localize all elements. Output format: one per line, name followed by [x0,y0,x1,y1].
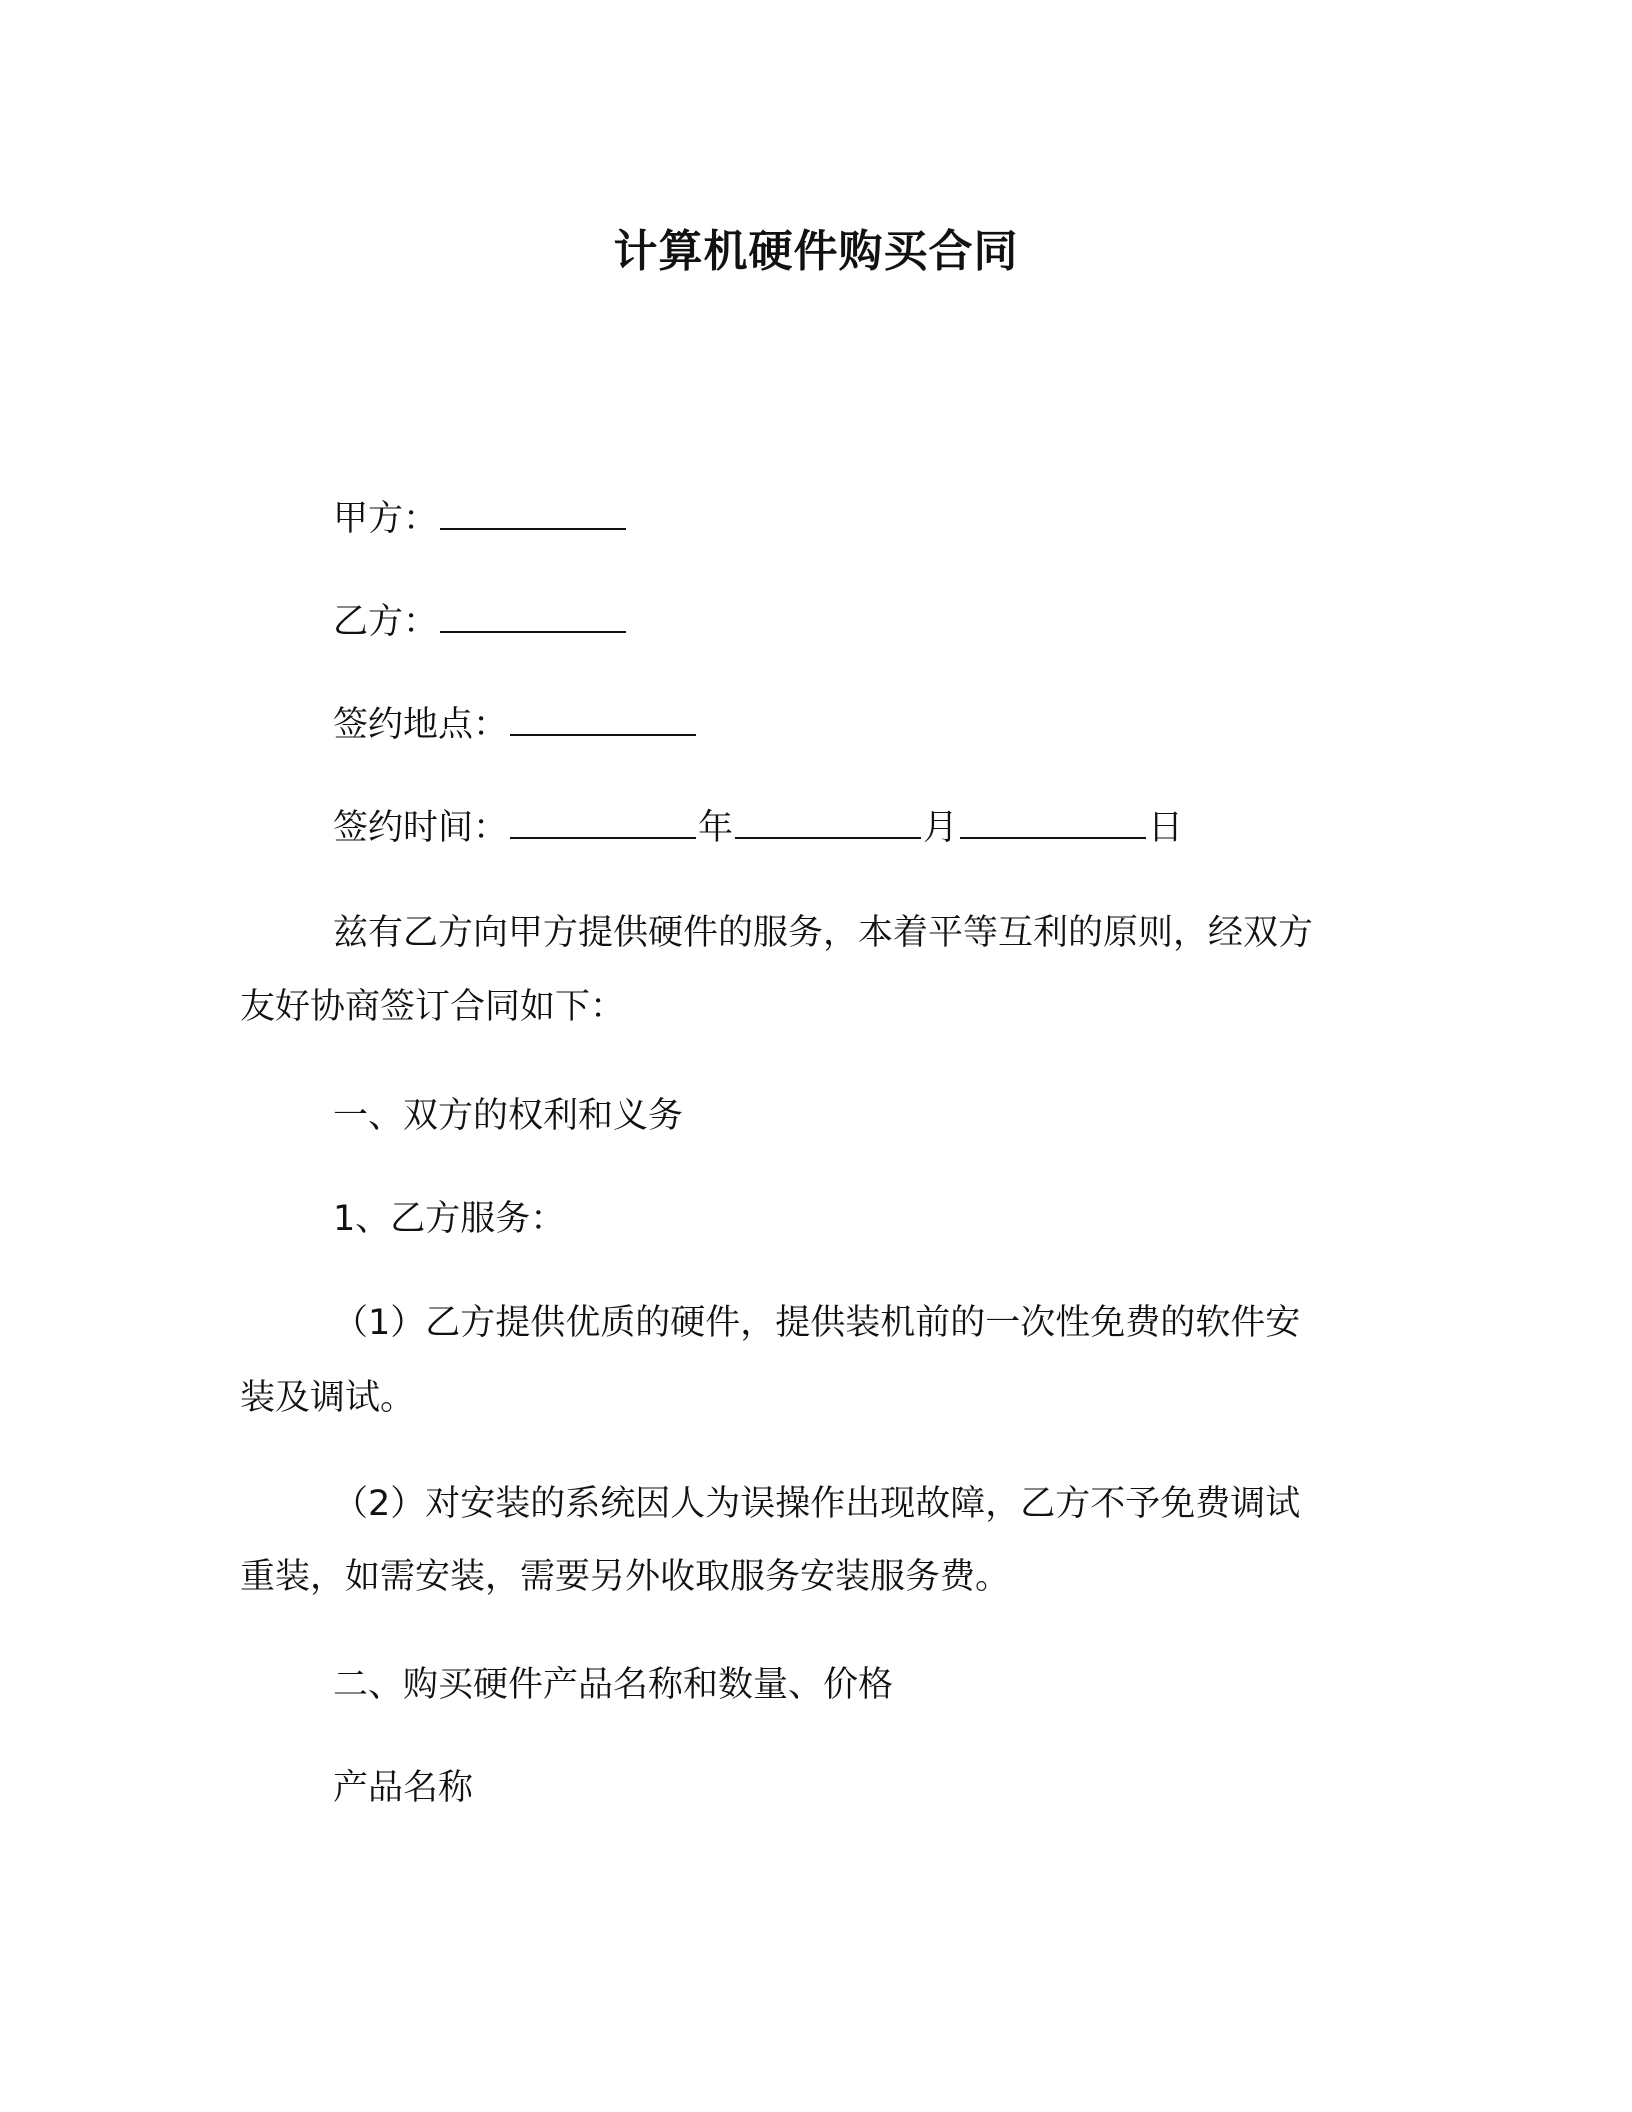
year-label: 年 [698,808,734,848]
item2-line-1: （2）对安装的系统因人为误操作出现故障，乙方不予免费调试 [333,1484,1301,1524]
party-a-line [333,494,628,543]
sign-place-label: 签约地点： [333,705,509,745]
sign-year-blank[interactable] [510,803,696,839]
party-b-line [333,597,628,646]
document-title: 计算机硬件购买合同 [613,226,1019,277]
sign-month-blank[interactable] [735,803,921,839]
section2-heading: 二、购买硬件产品名称和数量、价格 [333,1665,894,1705]
item1-line-2: 装及调试。 [240,1378,416,1418]
section1-sub1: 1、乙方服务： [333,1199,566,1239]
sign-place-line [333,700,698,749]
sign-time-line [333,803,1183,852]
party-a-blank[interactable] [440,494,626,530]
intro-line-1: 兹有乙方向甲方提供硬件的服务，本着平等互利的原则，经双方 [333,913,1314,953]
party-b-blank[interactable] [440,597,626,633]
product-name-label: 产品名称 [333,1768,474,1808]
party-b-label: 乙方： [333,602,439,642]
section1-heading: 一、双方的权利和义务 [333,1096,684,1136]
day-label: 日 [1148,808,1184,848]
sign-place-blank[interactable] [510,700,696,736]
sign-time-label: 签约时间： [333,808,509,848]
party-a-label: 甲方： [333,499,439,539]
sign-day-blank[interactable] [960,803,1146,839]
item1-line-1: （1）乙方提供优质的硬件，提供装机前的一次性免费的软件安 [333,1303,1301,1343]
month-label: 月 [923,808,959,848]
item2-line-2: 重装，如需安装，需要另外收取服务安装服务费。 [240,1557,1011,1597]
intro-line-2: 友好协商签订合同如下： [240,987,626,1027]
